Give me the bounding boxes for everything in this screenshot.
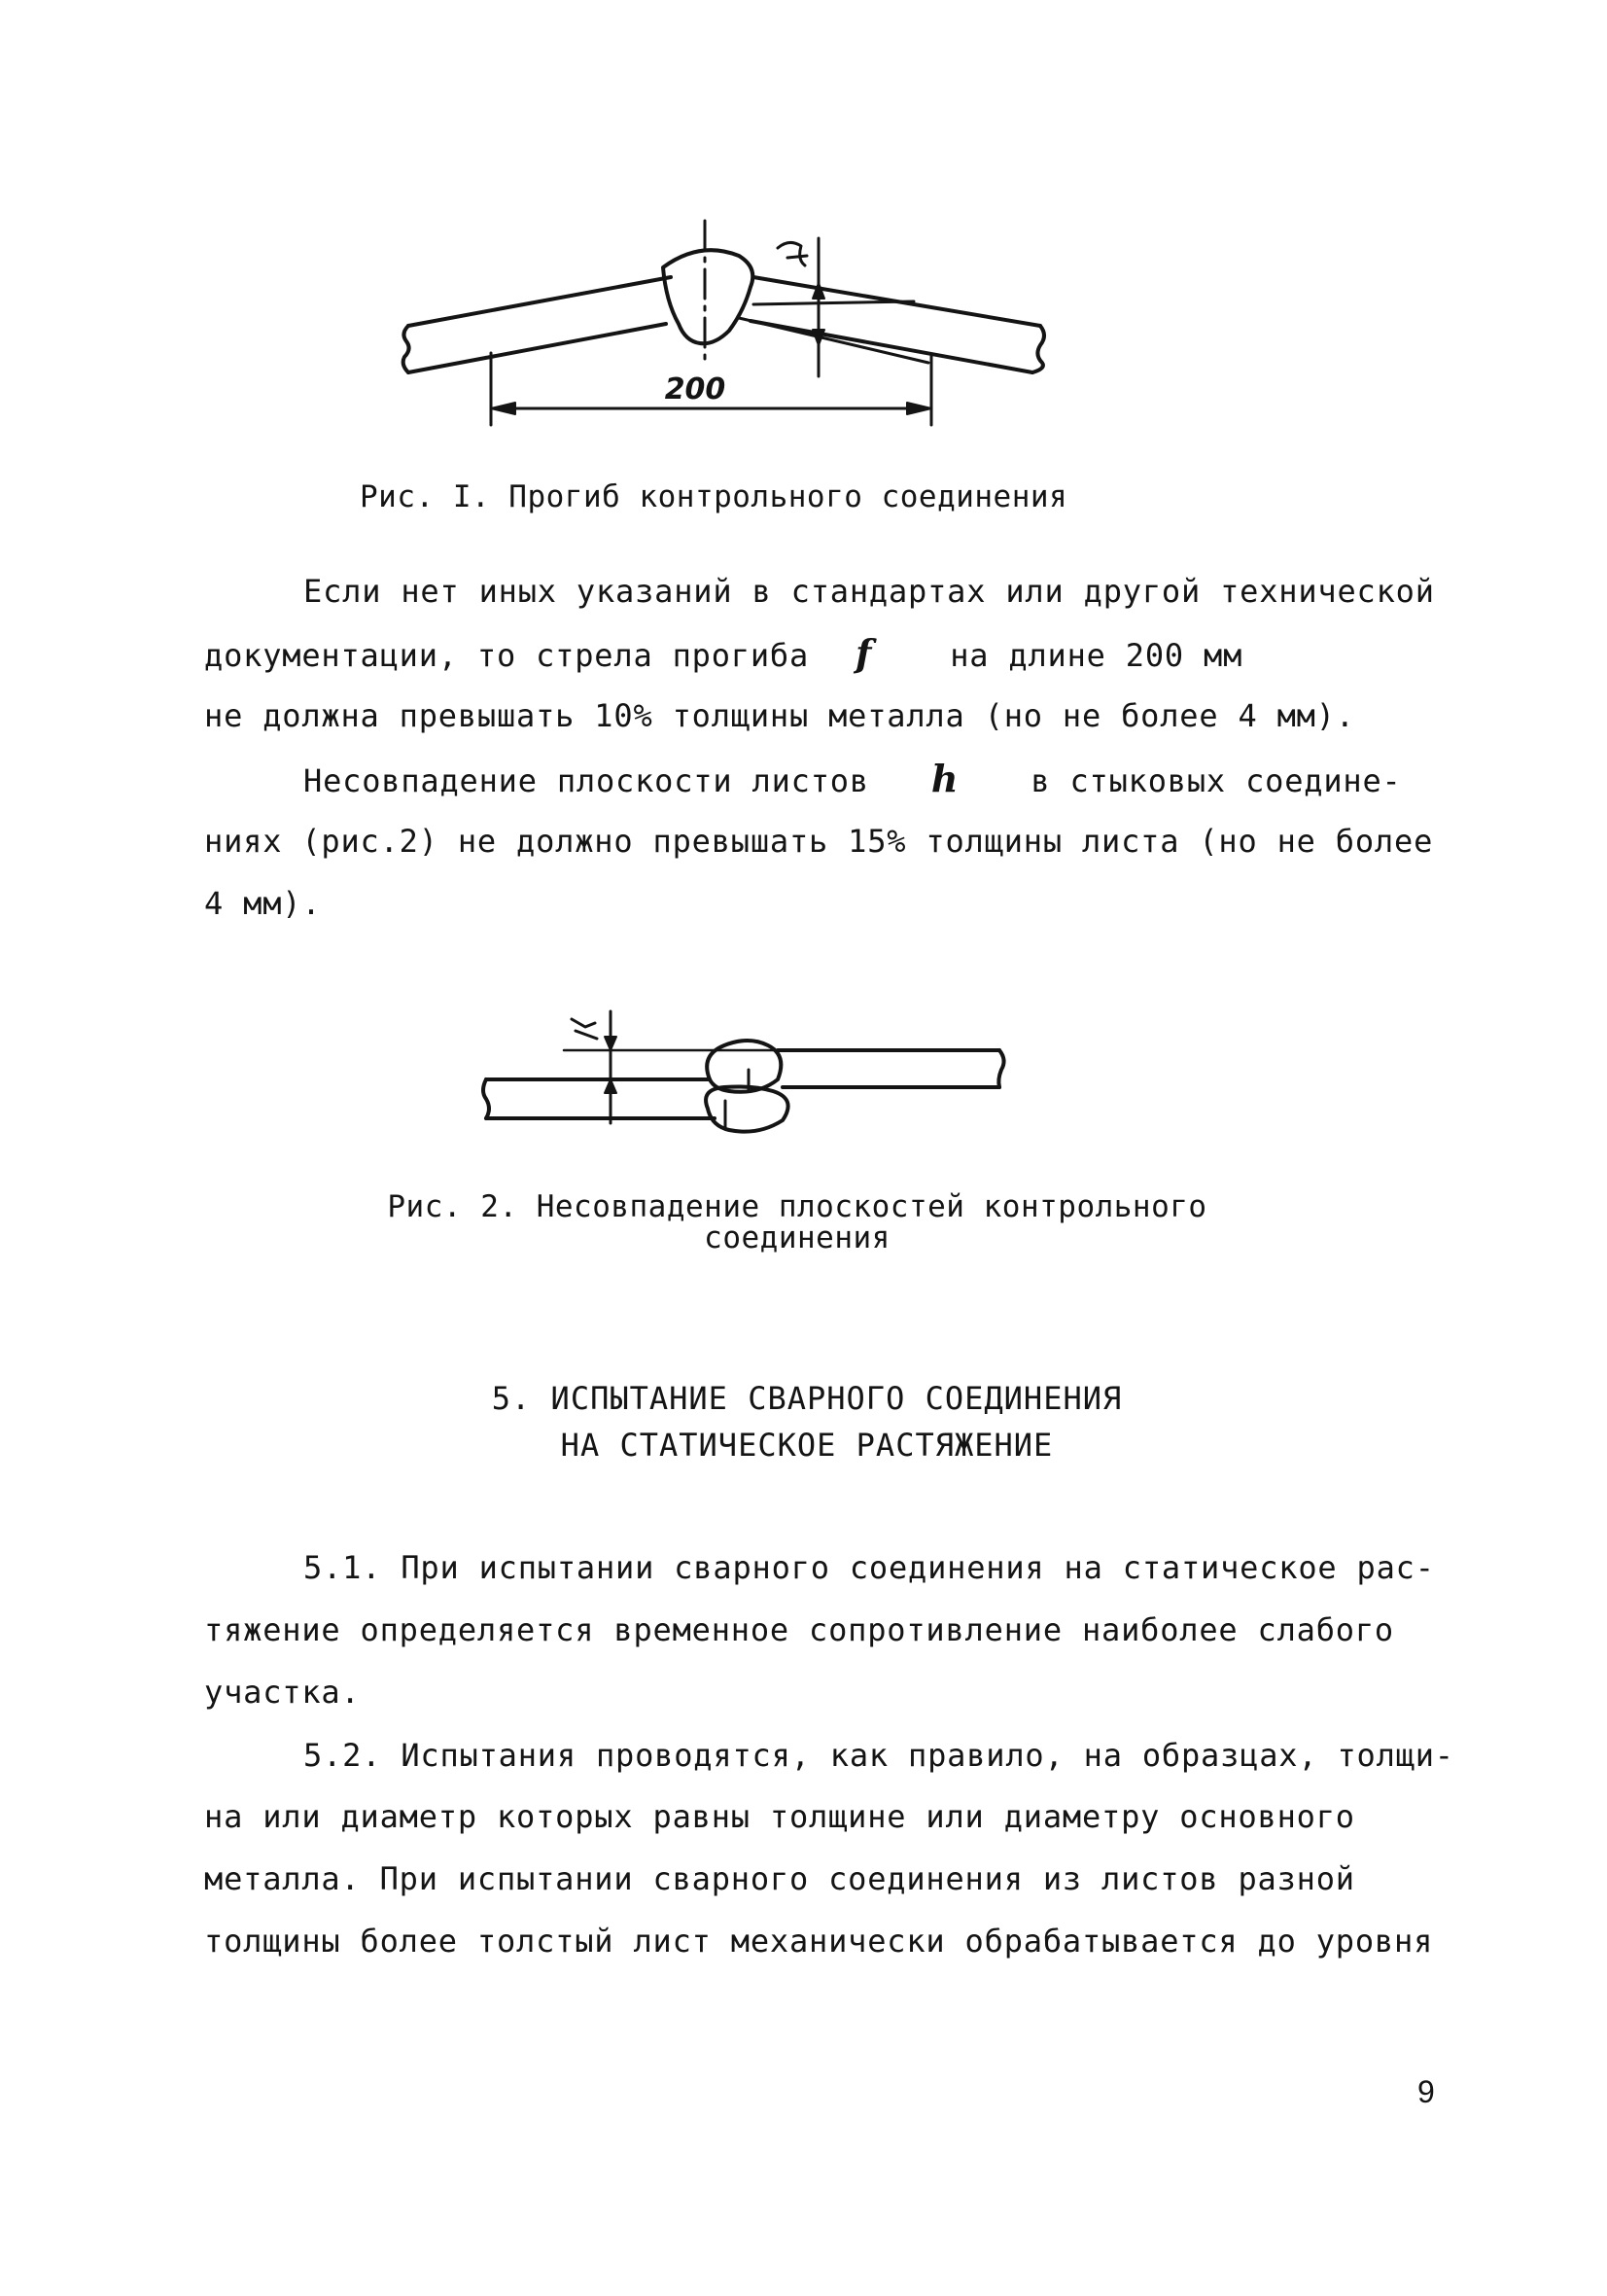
section-5-title-line-1: 5. ИСПЫТАНИЕ СВАРНОГО СОЕДИНЕНИЯ — [491, 1380, 1123, 1417]
clause-5-1-line-1: 5.1. При испытании сварного соединения на статическое рас- — [303, 1549, 1435, 1586]
paragraph-1-line-2 — [204, 631, 1243, 675]
clause-5-2-line-3: металла. При испытании сварного соединения из листов разной — [204, 1860, 1355, 1897]
symbol-f: f — [856, 631, 873, 675]
paragraph-2-line-2: ниях (рис.2) не должно превышать 15% толщины листа (но не более — [204, 823, 1434, 860]
paragraph-2-line-1-start: Несовпадение плоскости листов — [303, 762, 869, 799]
clause-5-2-line-2: на или диаметр которых равны толщине или диаметру основного — [204, 1798, 1355, 1835]
figure-1-dimension-label: 200 — [664, 372, 726, 406]
figure-2-caption-line-2: соединения — [704, 1220, 891, 1255]
paragraph-2-line-3: 4 мм). — [204, 885, 322, 922]
figure-2-caption-line-1: Рис. 2. Несовпадение плоскостей контрольного — [387, 1189, 1207, 1224]
clause-5-1-line-3: участка. — [204, 1674, 361, 1711]
figure-1-caption: Рис. I. Прогиб контрольного соединения — [360, 479, 1068, 514]
paragraph-1-line-2-start: документации, то стрела прогиба — [204, 637, 810, 674]
clause-5-2-line-4: толщины более толстый лист механически обрабатывается до уровня — [204, 1923, 1434, 1960]
section-5-title-line-2: НА СТАТИЧЕСКОЕ РАСТЯЖЕНИЕ — [560, 1427, 1054, 1464]
clause-5-2-line-1: 5.2. Испытания проводятся, как правило, на образцах, толщи- — [303, 1737, 1454, 1774]
paragraph-1-line-1: Если нет иных указаний в стандартах или другой технической — [303, 573, 1435, 610]
page-number: 9 — [1417, 2074, 1435, 2109]
paragraph-2-line-1-end: в стыковых соедине- — [1031, 762, 1402, 799]
figure-2-plane-mismatch-diagram — [467, 1002, 1011, 1157]
symbol-h: h — [930, 757, 960, 800]
figure-2-caption — [272, 1191, 1322, 1254]
paragraph-1-line-3: не должна превышать 10% толщины металла (но не более 4 мм). — [204, 697, 1355, 734]
paragraph-2-line-1 — [303, 759, 1402, 800]
clause-5-1-line-2: тяжение определяется временное сопротивление наиболее слабого — [204, 1611, 1395, 1648]
figure-1-deflection-diagram — [369, 209, 1069, 442]
paragraph-1-line-2-end: на длине 200 мм — [950, 637, 1243, 674]
